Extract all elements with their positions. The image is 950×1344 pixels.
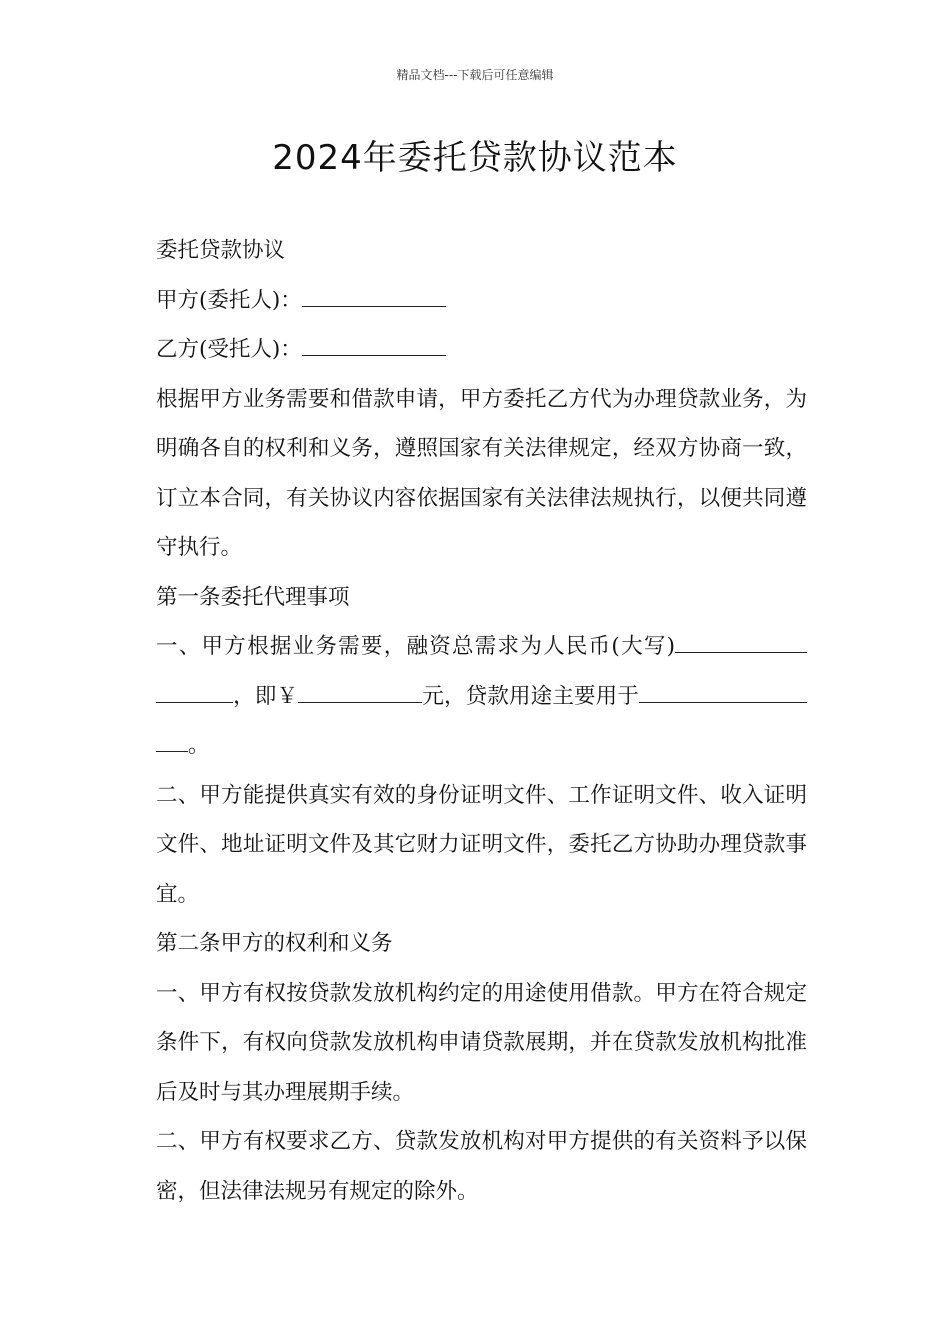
document-title: 2024年委托贷款协议范本	[272, 138, 678, 178]
paragraph-article-2-item-1: 一、甲方有权按贷款发放机构约定的用途使用借款。甲方在符合规定条件下，有权向贷款发放机构申请贷款展期，并在贷款发放机构批准后及时与其办理展期手续。	[156, 980, 807, 1105]
period-mark: 。	[188, 733, 210, 758]
party-a-label: 甲方(委托人)：	[156, 287, 302, 313]
heading-article-1: 第一条委托代理事项	[156, 584, 350, 610]
amount-uppercase-blank-cont	[156, 672, 233, 703]
party-b-label: 乙方(受托人)：	[156, 337, 302, 362]
purpose-blank	[639, 672, 807, 703]
paragraph-article-2-item-2: 二、甲方有权要求乙方、贷款发放机构对甲方提供的有关资料予以保密，但法律法规另有规定的除外。	[156, 1129, 807, 1204]
party-b-blank	[302, 325, 446, 356]
header-note: 精品文档---下载后可任意编辑	[396, 68, 554, 82]
paragraph-article-1-item-1	[145, 622, 807, 771]
amount-yen-blank	[298, 672, 422, 703]
paragraph-article-1-item-2: 二、甲方能提供真实有效的身份证明文件、工作证明文件、收入证明文件、地址证明文件及其它财力证明文件，委托乙方协助办理贷款事宜。	[156, 782, 807, 907]
financing-text: 一、甲方根据业务需要，融资总需求为人民币(大写)	[156, 634, 675, 659]
paragraph-agreement-name: 委托贷款协议	[156, 238, 286, 263]
paragraph-party-a	[145, 276, 807, 326]
amount-uppercase-blank	[675, 622, 807, 653]
party-a-blank	[302, 276, 446, 307]
purpose-blank-cont	[156, 721, 188, 752]
document-body	[145, 226, 807, 1216]
amount-yen-text: ，即￥	[233, 683, 299, 709]
heading-article-2: 第二条甲方的权利和义务	[156, 931, 393, 956]
paragraph-party-b	[145, 325, 807, 375]
purpose-text: 元，贷款用途主要用于	[422, 683, 639, 709]
paragraph-preamble: 根据甲方业务需要和借款申请，甲方委托乙方代为办理贷款业务，为明确各自的权利和义务，遵照国家有关法律规定，经双方协商一致，订立本合同，有关协议内容依据国家有关法律法规执行，以便共同遵守执行。	[156, 386, 807, 560]
